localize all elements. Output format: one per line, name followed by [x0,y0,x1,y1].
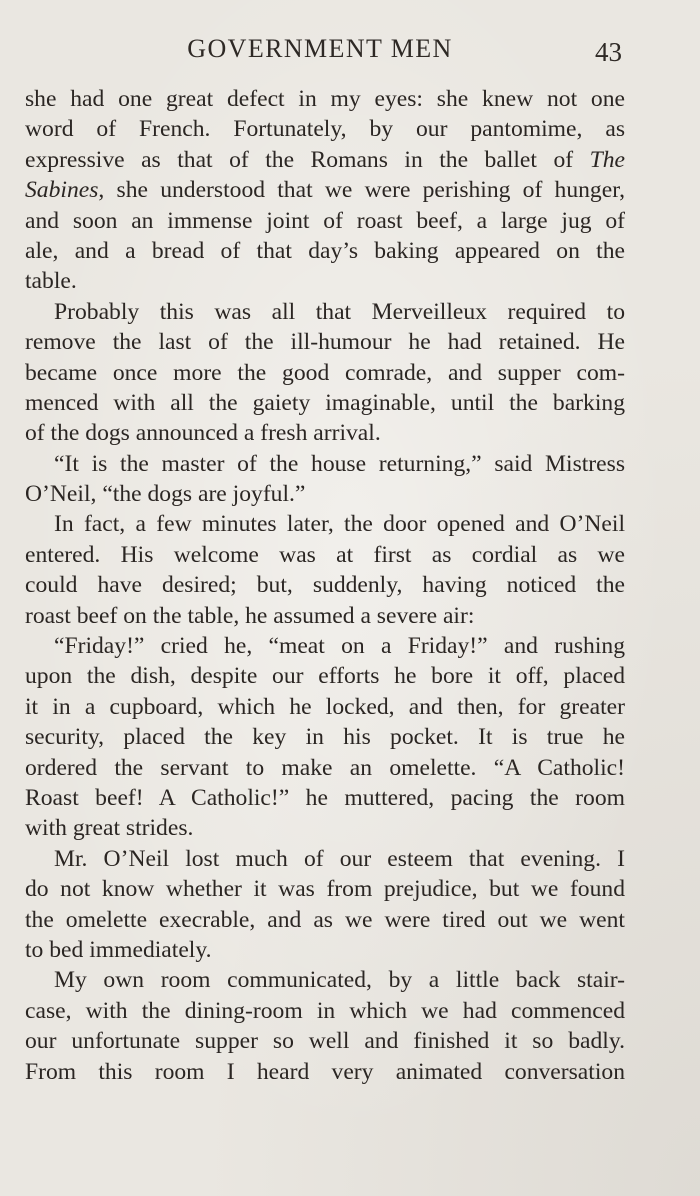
italic-title: The [589,146,625,173]
text-line: In fact, a few minutes later, the door opened and O’Neil [54,511,625,538]
text-line: case, with the dining-room in which we had commenced [25,997,625,1024]
text-line: table. [25,268,77,295]
text-line: became once more the good comrade, and supper com- [25,359,625,386]
text-line: Probably this was all that Merveilleux required to [54,298,625,325]
text-line: and soon an immense joint of roast beef, a large jug of [25,207,625,234]
text-line: “It is the master of the house returning,” said Mistress [54,450,625,477]
text-line: remove the last of the ill-humour he had retained. He [25,329,625,356]
text-line [25,145,625,175]
italic-title: Sabines [25,177,99,204]
page-number: 43 [595,37,622,67]
text-line: the omelette execrable, and as we were tired out we went [25,906,625,933]
text-line: ordered the servant to make an omelette. “A Catholic! [25,754,625,781]
text-line: with great strides. [25,815,194,842]
running-head: GOVERNMENT MEN [187,34,453,63]
text-line: Mr. O’Neil lost much of our esteem that evening. I [54,845,625,872]
text-fragment: expressive as that of the Romans in the ballet of [25,146,590,173]
page-header [0,34,700,70]
text-line: O’Neil, “the dogs are joyful.” [25,481,306,508]
text-line: it in a cupboard, which he locked, and then, for greater [25,693,625,720]
text-line: could have desired; but, suddenly, having noticed the [25,572,625,599]
text-fragment: , she understood that we were perishing of hunger, [98,177,625,204]
text-line: My own room communicated, by a little back stair- [54,967,625,994]
text-line: “Friday!” cried he, “meat on a Friday!” and rushing [54,633,625,660]
text-line: roast beef on the table, he assumed a severe air: [25,602,475,629]
text-line [25,175,625,205]
text-line: Roast beef! A Catholic!” he muttered, pacing the room [25,784,625,811]
text-line: From this room I heard very animated conversation [25,1058,625,1085]
text-line: ale, and a bread of that day’s baking appeared on the [25,237,625,264]
text-line: our unfortunate supper so well and finished it so badly. [25,1028,625,1055]
text-line: menced with all the gaiety imaginable, until the barking [25,389,625,416]
text-line: upon the dish, despite our efforts he bore it off, placed [25,663,625,690]
text-line: word of French. Fortunately, by our pantomime, as [25,116,625,143]
text-line: entered. His welcome was at first as cordial as we [25,541,625,568]
text-line: she had one great defect in my eyes: she knew not one [25,86,625,112]
text-line: to bed immediately. [25,936,212,963]
text-line: of the dogs announced a fresh arrival. [25,420,381,447]
text-line: security, placed the key in his pocket. It is true he [25,724,625,751]
body-text [25,84,625,1087]
text-line: do not know whether it was from prejudice, but we found [25,876,625,903]
